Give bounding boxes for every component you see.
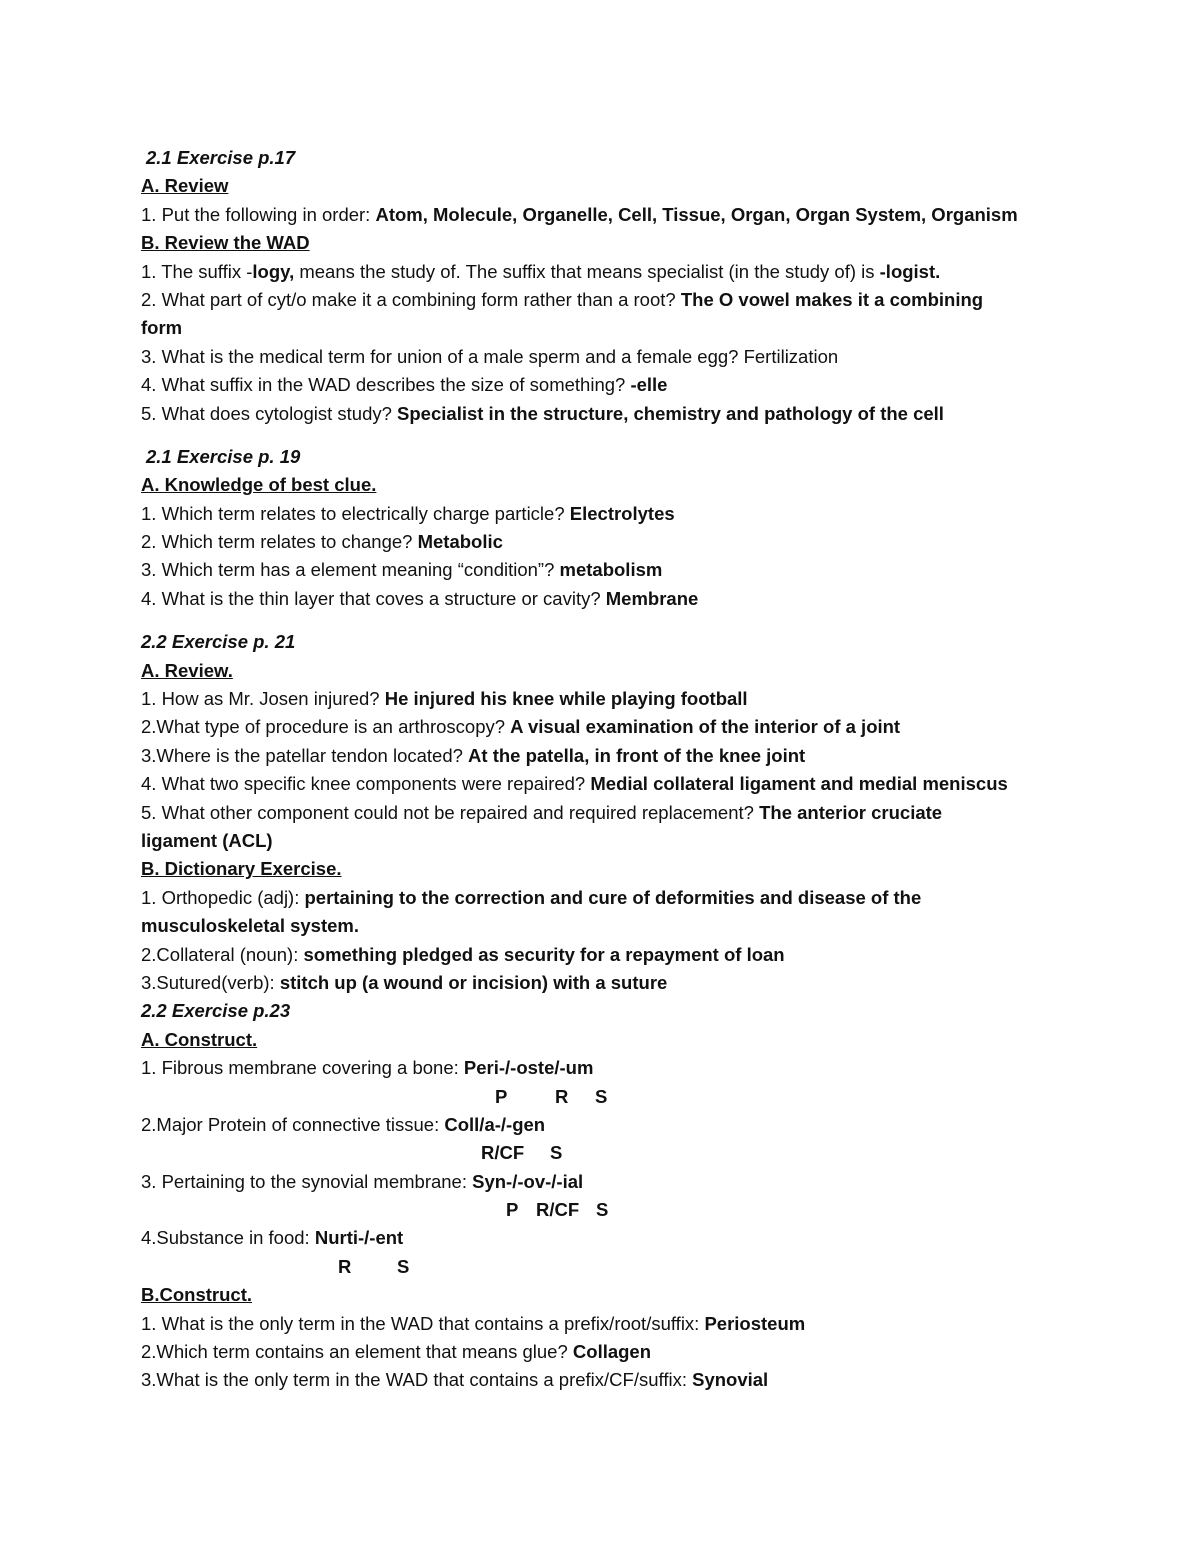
answer-text: The O vowel makes it a combining (680, 288, 984, 310)
section-heading: A. Construct. (141, 1028, 258, 1050)
question-line (141, 556, 1141, 584)
question-text: 2.Major Protein of connective tissue: (141, 1113, 445, 1135)
section-heading: A. Review (141, 175, 229, 197)
answer-text: He injured his knee while playing football (384, 688, 748, 710)
word-part-labels (141, 1083, 1141, 1111)
question-line (141, 1224, 1141, 1252)
term-text: 2.Collateral (noun): (141, 943, 304, 965)
answer-text: Collagen (572, 1341, 652, 1363)
word-part-label: R/CF (481, 1142, 525, 1164)
question-text: 1. Fibrous membrane covering a bone: (141, 1057, 464, 1079)
answer-text: Metabolic (417, 531, 503, 553)
question-text: 2. What part of cyt/o make it a combining form rather than a root? (141, 288, 681, 310)
question-text: 4. What is the thin layer that coves a structure or cavity? (141, 587, 606, 609)
question-text: 1. The suffix - (141, 260, 253, 282)
answer-text: Syn-/-ov-/-ial (472, 1170, 584, 1192)
definition-line (141, 969, 1141, 997)
question-text: 2.Which term contains an element that means glue? (141, 1341, 573, 1363)
word-part-labels (141, 1139, 1141, 1167)
question-text: 2. Which term relates to change? (141, 531, 418, 553)
answer-text: -logist. (879, 260, 941, 282)
word-part-label: S (596, 1199, 609, 1221)
answer-text: Synovial (692, 1369, 769, 1391)
section-title: 2.2 Exercise p.23 (141, 1000, 291, 1022)
answer-text: At the patella, in front of the knee joint (468, 744, 806, 766)
definition-text: something pledged as security for a repayment of loan (303, 943, 785, 965)
question-text: 4.Substance in food: (141, 1227, 315, 1249)
definition-line (141, 941, 1141, 969)
answer-text: Nurti-/-ent (314, 1227, 404, 1249)
word-part-label: S (550, 1142, 563, 1164)
answer-text: logy, (252, 260, 295, 282)
answer-text: The anterior cruciate (759, 801, 943, 823)
question-line (141, 528, 1141, 556)
answer-text: Atom, Molecule, Organelle, Cell, Tissue, Organ, Organ System, Organism (375, 203, 1018, 225)
section-heading: B. Review the WAD (141, 232, 310, 254)
answer-text: Coll/a-/-gen (444, 1113, 546, 1135)
question-text: 3.Where is the patellar tendon located? (141, 744, 469, 766)
question-line (141, 1310, 1141, 1338)
section-heading: A. Knowledge of best clue. (141, 474, 377, 496)
answer-continuation: form (141, 317, 183, 339)
section-title: 2.1 Exercise p. 19 (146, 445, 301, 467)
section-heading: B.Construct. (141, 1284, 252, 1306)
question-text: 5. What other component could not be repaired and required replacement? (141, 801, 760, 823)
term-text: 3.Sutured(verb): (141, 971, 280, 993)
answer-text: -elle (630, 374, 668, 396)
question-line (141, 400, 1141, 428)
question-text: 1. What is the only term in the WAD that contains a prefix/root/suffix: (141, 1312, 705, 1334)
question-text: 5. What does cytologist study? (141, 402, 398, 424)
answer-text: Periosteum (704, 1312, 806, 1334)
definition-text: pertaining to the correction and cure of deformities and disease of the (304, 886, 922, 908)
section-title: 2.1 Exercise p.17 (146, 147, 296, 168)
question-line: 3. What is the medical term for union of a male sperm and a female egg? Fertilization (141, 345, 839, 367)
word-part-label: P (495, 1085, 508, 1107)
document-body (141, 144, 1141, 1395)
section-title: 2.2 Exercise p. 21 (141, 631, 296, 653)
question-line (141, 1054, 1141, 1082)
word-part-label: S (397, 1255, 410, 1277)
question-line (141, 371, 1141, 399)
question-text: 1. Which term relates to electrically charge particle? (141, 502, 570, 524)
question-text: 2.What type of procedure is an arthroscopy? (141, 716, 511, 738)
question-line (141, 258, 1141, 286)
question-line (141, 500, 1141, 528)
answer-text: Specialist in the structure, chemistry and pathology of the cell (397, 402, 944, 424)
question-text: 1. Put the following in order: (141, 203, 376, 225)
answer-text: Electrolytes (569, 502, 675, 524)
question-text: 1. How as Mr. Josen injured? (141, 688, 385, 710)
word-part-label: R/CF (536, 1199, 580, 1221)
question-line (141, 1168, 1141, 1196)
question-line (141, 1338, 1141, 1366)
question-text: 3. Which term has a element meaning “condition”? (141, 559, 560, 581)
question-line (141, 201, 1141, 229)
word-part-labels (141, 1253, 1141, 1281)
word-part-label: R (555, 1085, 569, 1107)
word-part-label: S (595, 1085, 608, 1107)
question-line (141, 713, 1141, 741)
section-heading: B. Dictionary Exercise. (141, 858, 342, 880)
question-line (141, 1111, 1141, 1139)
answer-text: A visual examination of the interior of a joint (510, 716, 901, 738)
question-line (141, 1366, 1141, 1394)
section-heading: A. Review. (141, 659, 233, 681)
answer-continuation: ligament (ACL) (141, 829, 273, 851)
definition-line (141, 884, 1141, 912)
definition-continuation: musculoskeletal system. (141, 915, 359, 937)
question-line (141, 742, 1141, 770)
question-line (141, 685, 1141, 713)
answer-text: Medial collateral ligament and medial meniscus (590, 773, 1008, 795)
question-text: 4. What suffix in the WAD describes the size of something? (141, 374, 631, 396)
answer-text: Peri-/-oste/-um (463, 1057, 594, 1079)
question-text: 3. Pertaining to the synovial membrane: (141, 1170, 473, 1192)
question-line (141, 286, 1141, 314)
term-text: 1. Orthopedic (adj): (141, 886, 305, 908)
word-part-label: R (338, 1255, 352, 1277)
word-part-label: P (506, 1199, 519, 1221)
word-part-labels (141, 1196, 1141, 1224)
question-line (141, 770, 1141, 798)
question-text: means the study of. The suffix that means specialist (in the study of) is (294, 260, 880, 282)
question-line (141, 799, 1141, 827)
answer-text: metabolism (559, 559, 663, 581)
question-text: 4. What two specific knee components were repaired? (141, 773, 591, 795)
answer-text: Membrane (605, 587, 699, 609)
definition-text: stitch up (a wound or incision) with a suture (279, 971, 668, 993)
question-line (141, 585, 1141, 613)
question-text: 3.What is the only term in the WAD that contains a prefix/CF/suffix: (141, 1369, 693, 1391)
